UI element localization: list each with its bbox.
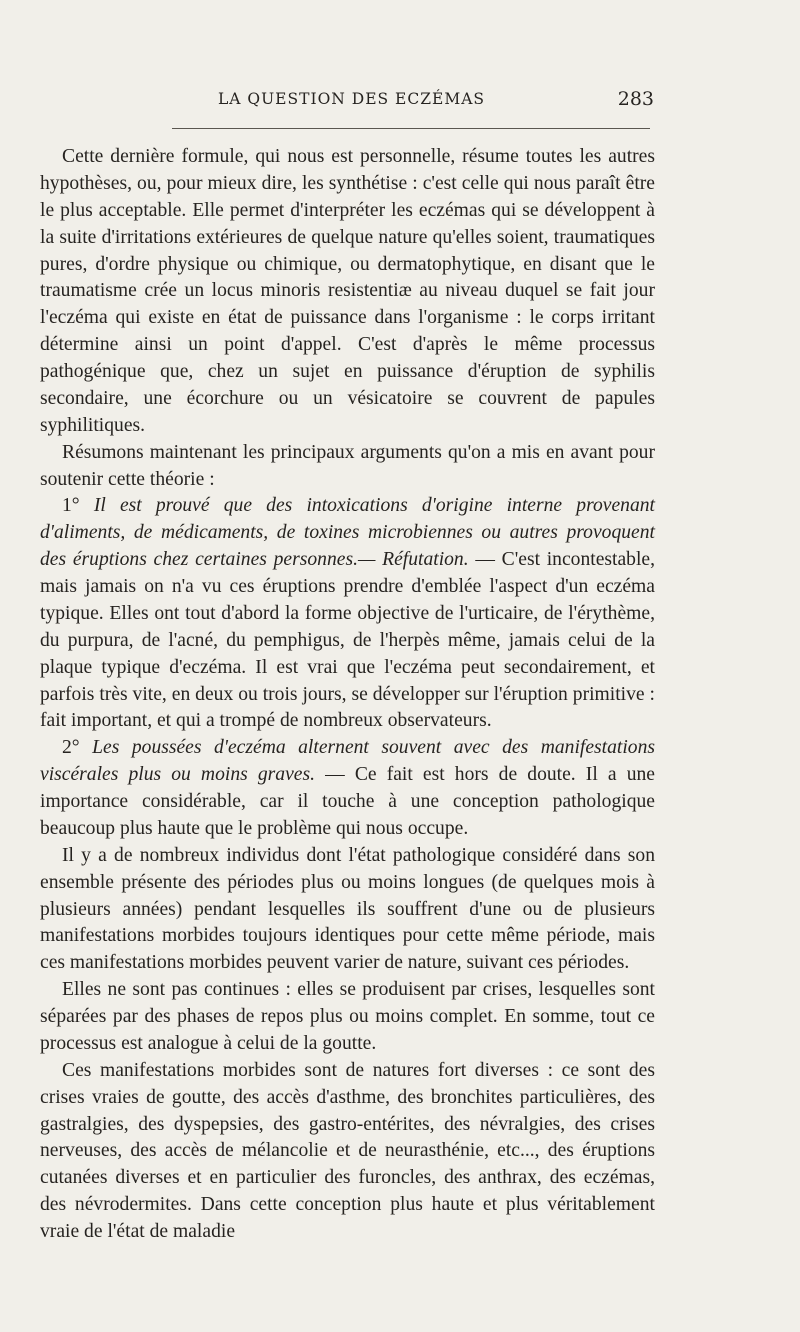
paragraph-7: Ces manifestations morbides sont de natures fort diverses : ce sont des crises vraies de goutte, des accès d'asthme, des bronchites particulières, des gastralgies, des dyspepsies, des gastro-entérites, des névralgies, des crises nerveuses, des accès de mélancolie et de neurasthénie, etc..., des éruptions cutanées diverses et en particulier des furoncles, des anthrax, des eczémas, des névrodermites. Dans cette conception plus haute et plus véritablement vraie de l'état de maladie (40, 1059, 655, 1242)
running-title: LA QUESTION DES ECZÉMAS (218, 90, 486, 108)
argument-2-statement: Les poussées d'eczéma alternent souvent avec des manifestations viscérales plus ou moins graves. (40, 737, 655, 786)
paragraph-3 (40, 493, 655, 735)
argument-2-comment: — Ce fait est hors de doute. Il a une importance considérable, car il touche à une conception pathologique beaucoup plus haute que le problème qui nous occupe. (40, 764, 655, 839)
item-number-1: 1° (62, 495, 80, 517)
paragraph-4 (40, 735, 655, 843)
paragraph-2: Résumons maintenant les principaux arguments qu'on a mis en avant pour soutenir cette théorie : (40, 441, 655, 490)
paragraph-6: Elles ne sont pas continues : elles se produisent par crises, lesquelles sont séparées par des phases de repos plus ou moins complet. En somme, tout ce processus est analogue à celui de la goutte. (40, 979, 655, 1054)
header-rule (172, 128, 650, 129)
page-header (148, 88, 654, 116)
paragraph-1: Cette dernière formule, qui nous est personnelle, résume toutes les autres hypothèses, ou, pour mieux dire, les synthétise : c'est celle qui nous paraît être le plus acceptable. Elle permet d'interpréter les eczémas qui se développent à la suite d'irritations extérieures de quelque nature qu'elles soient, traumatiques pures, d'ordre physique ou chimique, ou dermatophytique, en disant que le traumatisme crée un locus minoris resistentiæ au niveau duquel se fait jour l'eczéma qui existe en état de puissance dans l'organisme : le corps irritant détermine ainsi un point d'appel. C'est d'après le même processus pathogénique que, chez un sujet en puissance d'éruption de syphilis secondaire, une écorchure ou un vésicatoire se couvrent de papules syphilitiques. (40, 146, 655, 436)
argument-1-refutation: — C'est incontestable, mais jamais on n'a vu ces éruptions prendre d'emblée l'aspect d'un eczéma typique. Elles ont tout d'abord la forme objective de l'urticaire, de l'érythème, du purpura, de l'acné, du pemphigus, de l'herpès même, jamais celui de la plaque typique d'eczéma. Il est vrai que l'eczéma peut secondairement, et parfois très vite, en deux ou trois jours, se développer sur l'éruption primitive : fait important, et qui a trompé de nombreux observateurs. (40, 549, 655, 732)
item-number-2: 2° (62, 737, 80, 759)
body-text (40, 144, 655, 1246)
paragraph-5: Il y a de nombreux individus dont l'état pathologique considéré dans son ensemble présente des périodes plus ou moins longues (de quelques mois à plusieurs années) pendant lesquelles ils souffrent d'une ou de plusieurs manifestations morbides toujours identiques pour cette même période, mais ces manifestations morbides peuvent varier de nature, suivant ces périodes. (40, 844, 655, 974)
page-number: 283 (617, 88, 654, 110)
argument-1-statement: Il est prouvé que des intoxications d'origine interne provenant d'aliments, de médicaments, de toxines microbiennes ou autres provoquent des éruptions chez certaines personnes.— Réfutation. (40, 495, 655, 571)
